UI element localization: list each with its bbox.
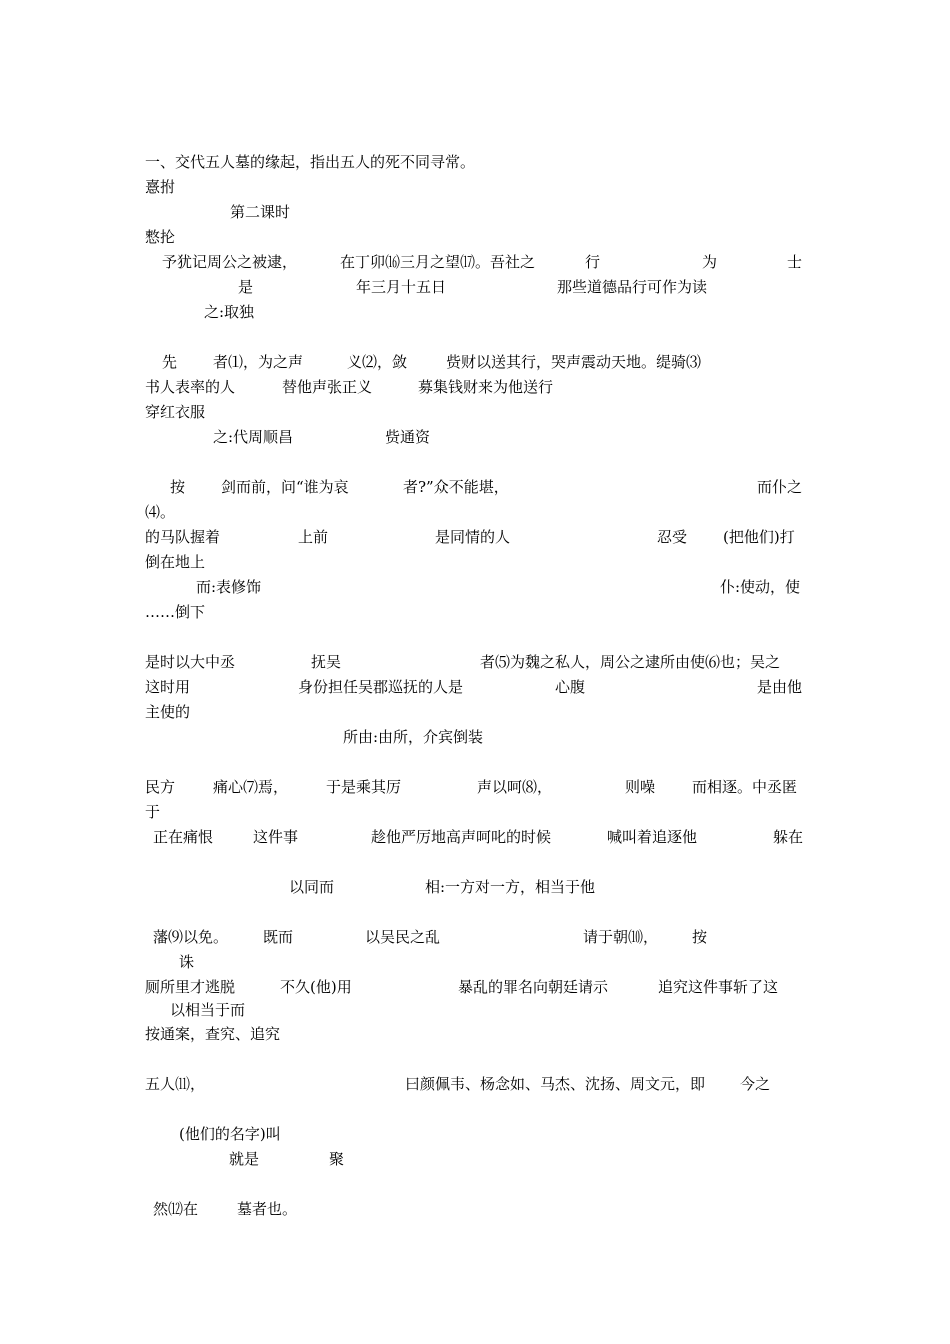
text-line: 以吴民之乱 <box>365 928 441 946</box>
text-line: 民方 <box>145 778 176 796</box>
text-line: 喊叫着追逐他 <box>607 828 698 846</box>
text-line: 身份担任吴郡巡抚的人是 <box>298 678 464 696</box>
text-line: 这件事 <box>253 828 299 846</box>
text-line: 那些道德品行可作为读 <box>557 278 708 296</box>
text-line: 聚 <box>329 1150 345 1168</box>
text-line: 一、交代五人墓的缘起，指出五人的死不同寻常。 <box>145 153 476 171</box>
text-line: 书人表率的人 <box>145 378 236 396</box>
text-line: 躲在 <box>773 828 804 846</box>
text-line: 按 <box>170 478 186 496</box>
text-line: 藩⑼以免。 <box>153 928 229 946</box>
text-line: 者?”众不能堪， <box>403 478 509 496</box>
text-line: 之:代周顺昌 <box>213 428 294 446</box>
text-line: 然⑿在 <box>153 1200 199 1218</box>
text-line: ……倒下 <box>145 603 206 621</box>
text-line: 替他声张正义 <box>282 378 373 396</box>
text-line: 厕所里才逃脱 <box>145 978 236 996</box>
text-line: 于是乘其厉 <box>326 778 402 796</box>
text-line: 趁他严厉地高声呵叱的时候 <box>371 828 552 846</box>
text-line: 的马队握着 <box>145 528 221 546</box>
text-line: 年三月十五日 <box>356 278 447 296</box>
text-line: 而相逐。中丞匿 <box>692 778 798 796</box>
text-line: 相:一方对一方，相当于他 <box>425 878 596 896</box>
text-line: 予犹记周公之被逮， <box>162 253 298 271</box>
text-line: 心腹 <box>555 678 586 696</box>
text-line: 按通案，查究、追究 <box>145 1025 281 1043</box>
text-line: 是同情的人 <box>435 528 511 546</box>
text-line: 赀通资 <box>385 428 431 446</box>
text-line: 请于朝⑽， <box>583 928 659 946</box>
text-line: 慗抡 <box>145 228 176 246</box>
text-line: 今之 <box>740 1075 771 1093</box>
text-line: 募集钱财来为他送行 <box>418 378 554 396</box>
text-line: 痛心⑺焉， <box>213 778 289 796</box>
text-line: 曰颜佩韦、杨念如、马杰、沈扬、周文元，即 <box>405 1075 706 1093</box>
text-line: ⑷。 <box>145 503 176 521</box>
text-line: 抚吴 <box>311 653 342 671</box>
text-line: 在丁卯⒃三月之望⒄。吾社之 <box>340 253 536 271</box>
text-line: 墓者也。 <box>237 1200 298 1218</box>
text-line: 既而 <box>263 928 294 946</box>
text-line: 不久(他)用 <box>280 978 352 996</box>
text-line: 于 <box>145 803 161 821</box>
text-line: 穿红衣服 <box>145 403 206 421</box>
text-line: 以相当于而 <box>170 1001 246 1019</box>
text-line: 仆:使动，使 <box>720 578 801 596</box>
text-line: 而仆之 <box>757 478 803 496</box>
text-line: 倒在地上 <box>145 553 206 571</box>
text-line: 以同而 <box>289 878 335 896</box>
text-line: 行 <box>585 253 601 271</box>
text-line: 者⑴，为之声 <box>213 353 304 371</box>
text-line: 士 <box>787 253 803 271</box>
text-line: 剑而前，问“谁为哀 <box>221 478 349 496</box>
text-line: 义⑵，敛 <box>347 353 408 371</box>
text-line: 正在痛恨 <box>153 828 214 846</box>
text-line: 诛 <box>179 953 195 971</box>
text-line: 忍受 <box>657 528 688 546</box>
text-line: 五人⑾， <box>145 1075 206 1093</box>
text-line: 按 <box>692 928 708 946</box>
text-line: 则噪 <box>625 778 656 796</box>
text-line: 者⑸为魏之私人，周公之逮所由使⑹也；吴之 <box>480 653 781 671</box>
text-line: 上前 <box>298 528 329 546</box>
text-line: 是由他 <box>757 678 803 696</box>
text-line: 赀财以送其行，哭声震动天地。缇骑⑶ <box>446 353 702 371</box>
text-line: 声以呵⑻， <box>477 778 553 796</box>
text-line: 为 <box>702 253 718 271</box>
text-line: 先 <box>162 353 178 371</box>
text-line: 是 <box>238 278 254 296</box>
text-line: (他们的名字)叫 <box>179 1125 281 1143</box>
text-line: 而:表修饰 <box>196 578 262 596</box>
text-line: 第二课时 <box>230 203 291 221</box>
text-line: 是时以大中丞 <box>145 653 236 671</box>
text-line: 就是 <box>229 1150 260 1168</box>
text-line: 追究这件事斩了这 <box>658 978 779 996</box>
text-line: 暴乱的罪名向朝廷请示 <box>458 978 609 996</box>
text-line: (把他们)打 <box>723 528 795 546</box>
text-line: 之:取独 <box>204 303 255 321</box>
text-line: 所由:由所，介宾倒装 <box>343 728 484 746</box>
text-line: 这时用 <box>145 678 191 696</box>
text-line: 主使的 <box>145 703 191 721</box>
text-line: 憙拊 <box>145 178 176 196</box>
